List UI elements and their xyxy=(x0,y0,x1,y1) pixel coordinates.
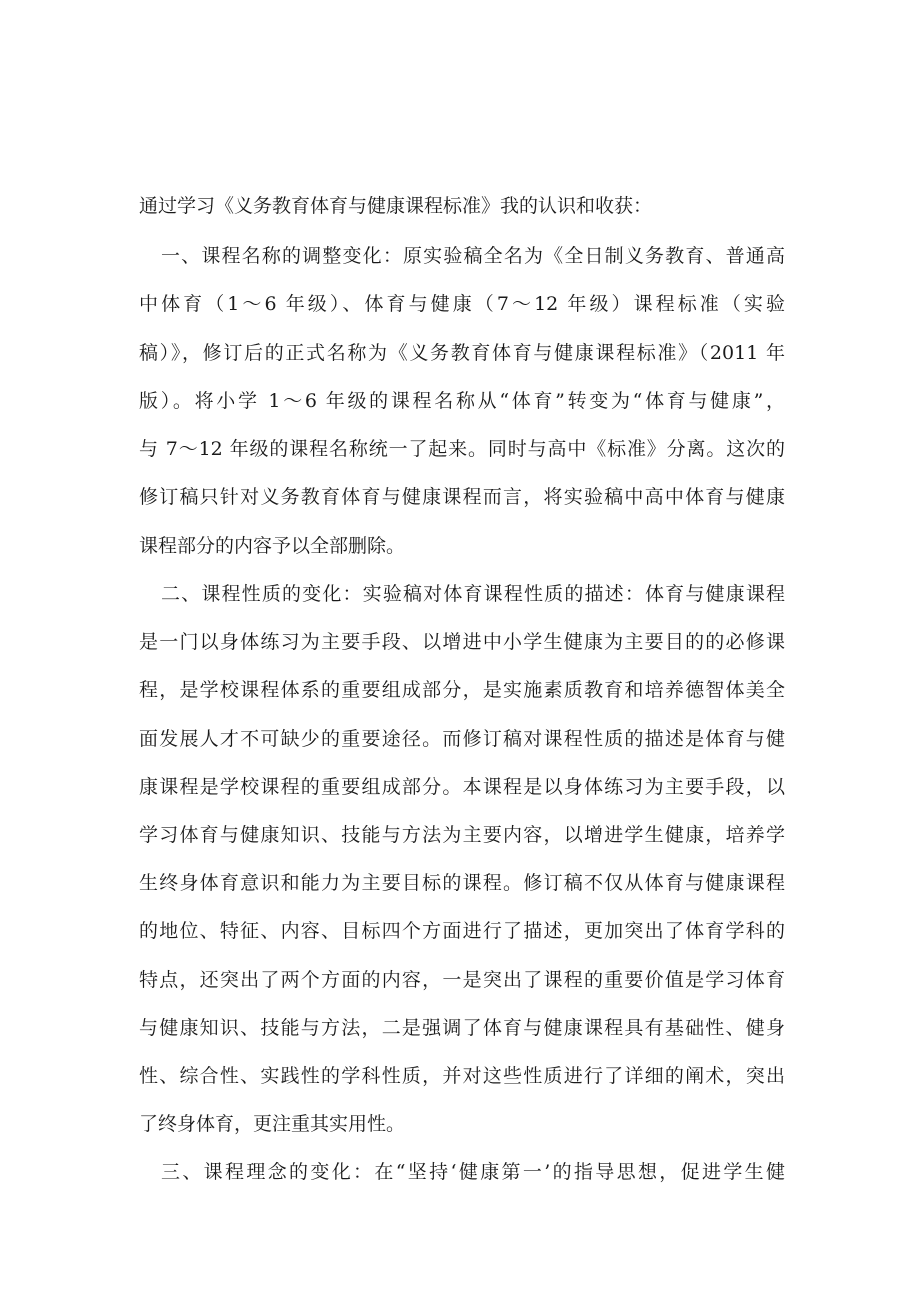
section-1-line-1: 一、课程名称的调整变化：原实验稿全名为《全日制义务教育、普通高 xyxy=(161,245,785,267)
section-2-line-1: 二、课程性质的变化：实验稿对体育课程性质的描述：体育与健康课程 xyxy=(161,583,785,605)
section-2-line-8: 的地位、特征、内容、目标四个方面进行了描述，更加突出了体育学科的 xyxy=(139,920,785,942)
section-2-line-10: 与健康知识、技能与方法，二是强调了体育与健康课程具有基础性、健身 xyxy=(139,1017,785,1039)
section-2-line-12: 了终身体育，更注重其实用性。 xyxy=(139,1113,406,1135)
section-1-line-4: 版）。将小学 1～6 年级的课程名称从“体育”转变为“体育与健康”， xyxy=(139,390,785,412)
section-2-line-7: 生终身体育意识和能力为主要目标的课程。修订稿不仅从体育与健康课程 xyxy=(139,872,785,894)
section-2-line-4: 面发展人才不可缺少的重要途径。而修订稿对课程性质的描述是体育与健 xyxy=(139,728,785,750)
section-2-line-2: 是一门以身体练习为主要手段、以增进中小学生健康为主要目的的必修课 xyxy=(139,631,785,653)
section-1-line-5: 与 7～12 年级的课程名称统一了起来。同时与高中《标准》分离。这次的 xyxy=(139,438,785,460)
section-2-line-5: 康课程是学校课程的重要组成部分。本课程是以身体练习为主要手段，以 xyxy=(139,776,785,798)
section-2-line-9: 特点，还突出了两个方面的内容，一是突出了课程的重要价值是学习体育 xyxy=(139,969,785,991)
section-1-line-2: 中体育（1～6 年级）、体育与健康（7～12 年级）课程标准（实验 xyxy=(139,293,785,315)
section-2-line-3: 程，是学校课程体系的重要组成部分，是实施素质教育和培养德智体美全 xyxy=(139,679,785,701)
section-3-line-1: 三、课程理念的变化：在“坚持‘健康第一’的指导思想，促进学生健 xyxy=(161,1161,785,1183)
section-1-line-3: 稿）》，修订后的正式名称为《义务教育体育与健康课程标准》（2011 年 xyxy=(139,342,785,364)
section-1-line-6: 修订稿只针对义务教育体育与健康课程而言，将实验稿中高中体育与健康 xyxy=(139,486,785,508)
section-1-line-7: 课程部分的内容予以全部删除。 xyxy=(139,535,406,557)
section-2-line-6: 学习体育与健康知识、技能与方法为主要内容，以增进学生健康，培养学 xyxy=(139,824,785,846)
document-title-line: 通过学习《义务教育体育与健康课程标准》我的认识和收获： xyxy=(139,195,653,217)
section-2-line-11: 性、综合性、实践性的学科性质，并对这些性质进行了详细的阐术，突出 xyxy=(139,1065,785,1087)
